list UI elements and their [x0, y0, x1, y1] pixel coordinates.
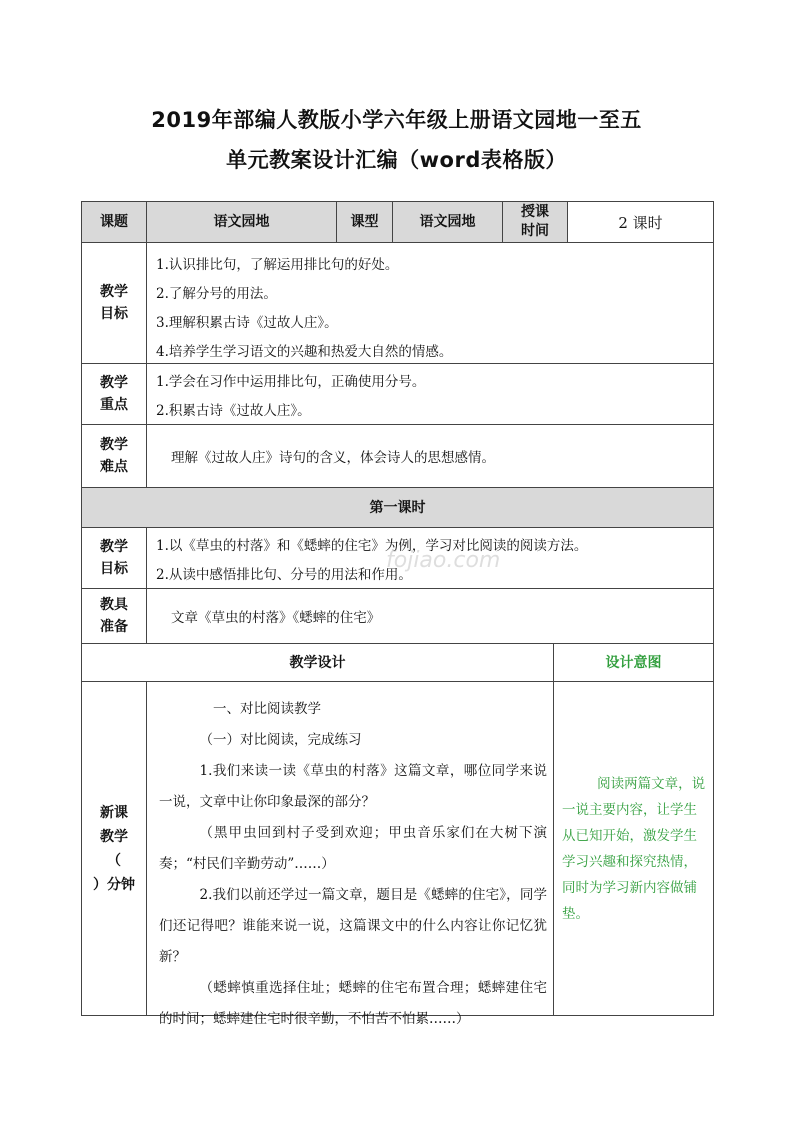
design-paragraph: 一、对比阅读教学 — [213, 701, 321, 717]
stage-label: 新课 教学 （ ）分钟 — [93, 804, 135, 893]
intent-header-cell — [553, 643, 714, 682]
document-title-line2: 单元教案设计汇编（word表格版） — [226, 148, 567, 172]
keypoints-content-cell — [146, 363, 714, 425]
intent-header: 设计意图 — [605, 654, 662, 671]
goal-item: 2.了解分号的用法。 — [156, 286, 277, 302]
topic-label-cell — [81, 201, 147, 243]
design-content-cell — [146, 681, 554, 1027]
design-paragraph: （一）对比阅读，完成练习 — [199, 732, 362, 748]
time-label-cell — [502, 201, 568, 243]
lesson-goal-item: 2.从读中感悟排比句、分号的用法和作用。 — [156, 567, 412, 583]
tools-label: 教具 准备 — [100, 597, 128, 635]
difficulty-label-cell — [81, 424, 147, 488]
design-paragraph: （蟋蟀慎重选择住址；蟋蟀的住宅布置合理；蟋蟀建住宅的时间；蟋蟀建住宅时很辛勤，不怕苦不怕累……） — [159, 980, 547, 1027]
tools-content-cell — [146, 588, 714, 644]
keypoint-item: 1.学会在习作中运用排比句，正确使用分号。 — [156, 374, 426, 390]
goals-content-cell — [146, 242, 714, 364]
goals-label: 教学 目标 — [100, 284, 128, 322]
design-header: 教学设计 — [289, 654, 346, 671]
keypoints-label: 教学 重点 — [100, 375, 128, 413]
lesson-goals-label-cell — [81, 527, 147, 589]
watermark: fojiao.com — [386, 548, 501, 573]
type-label: 课型 — [350, 214, 379, 230]
topic-value-cell — [146, 201, 337, 243]
time-value: 2 课时 — [618, 213, 663, 232]
keypoint-item: 2.积累古诗《过故人庄》。 — [156, 403, 311, 419]
tools-label-cell — [81, 588, 147, 644]
goals-label-cell — [81, 242, 147, 364]
lesson-goal-item: 1.以《草虫的村落》和《蟋蟀的住宅》为例，学习对比阅读的阅读方法。 — [156, 538, 588, 554]
difficulty-text: 理解《过故人庄》诗句的含义，体会诗人的思想感情。 — [171, 450, 495, 466]
goal-item: 3.理解积累古诗《过故人庄》。 — [156, 315, 338, 331]
lesson-goals-label: 教学 目标 — [100, 539, 128, 577]
document-title-line1: 2019年部编人教版小学六年级上册语文园地一至五 — [151, 108, 642, 132]
design-header-cell — [81, 643, 554, 682]
type-value-cell — [392, 201, 503, 243]
section-title: 第一课时 — [369, 499, 426, 516]
section-header-lesson1 — [81, 487, 714, 528]
difficulty-label: 教学 难点 — [100, 437, 128, 475]
tools-text: 文章《草虫的村落》《蟋蟀的住宅》 — [171, 610, 381, 626]
keypoints-label-cell — [81, 363, 147, 425]
design-paragraph: 1.我们来读一读《草虫的村落》这篇文章，哪位同学来说一说，文章中让你印象最深的部分？ — [159, 763, 547, 810]
time-label: 授课 时间 — [521, 204, 549, 239]
time-value-cell — [567, 201, 714, 243]
topic-label: 课题 — [100, 214, 128, 230]
intent-content-cell — [553, 681, 714, 1016]
topic-value: 语文园地 — [213, 214, 270, 230]
goal-item: 1.认识排比句，了解运用排比句的好处。 — [156, 257, 399, 273]
design-paragraph: （黑甲虫回到村子受到欢迎；甲虫音乐家们在大树下演奏；“村民们辛勤劳动”……） — [159, 825, 547, 872]
difficulty-content-cell — [146, 424, 714, 488]
intent-text: 阅读两篇文章，说一说主要内容，让学生从已知开始，激发学生学习兴趣和探究热情，同时为学习新内容做铺垫。 — [562, 775, 706, 922]
design-paragraph: 2.我们以前还学过一篇文章，题目是《蟋蟀的住宅》，同学们还记得吧？谁能来说一说，这篇课文中的什么内容让你记忆犹新？ — [159, 887, 547, 965]
type-value: 语文园地 — [419, 214, 476, 230]
stage-label-cell — [81, 681, 147, 1016]
goal-item: 4.培养学生学习语文的兴趣和热爱大自然的情感。 — [156, 344, 453, 360]
type-label-cell — [336, 201, 393, 243]
